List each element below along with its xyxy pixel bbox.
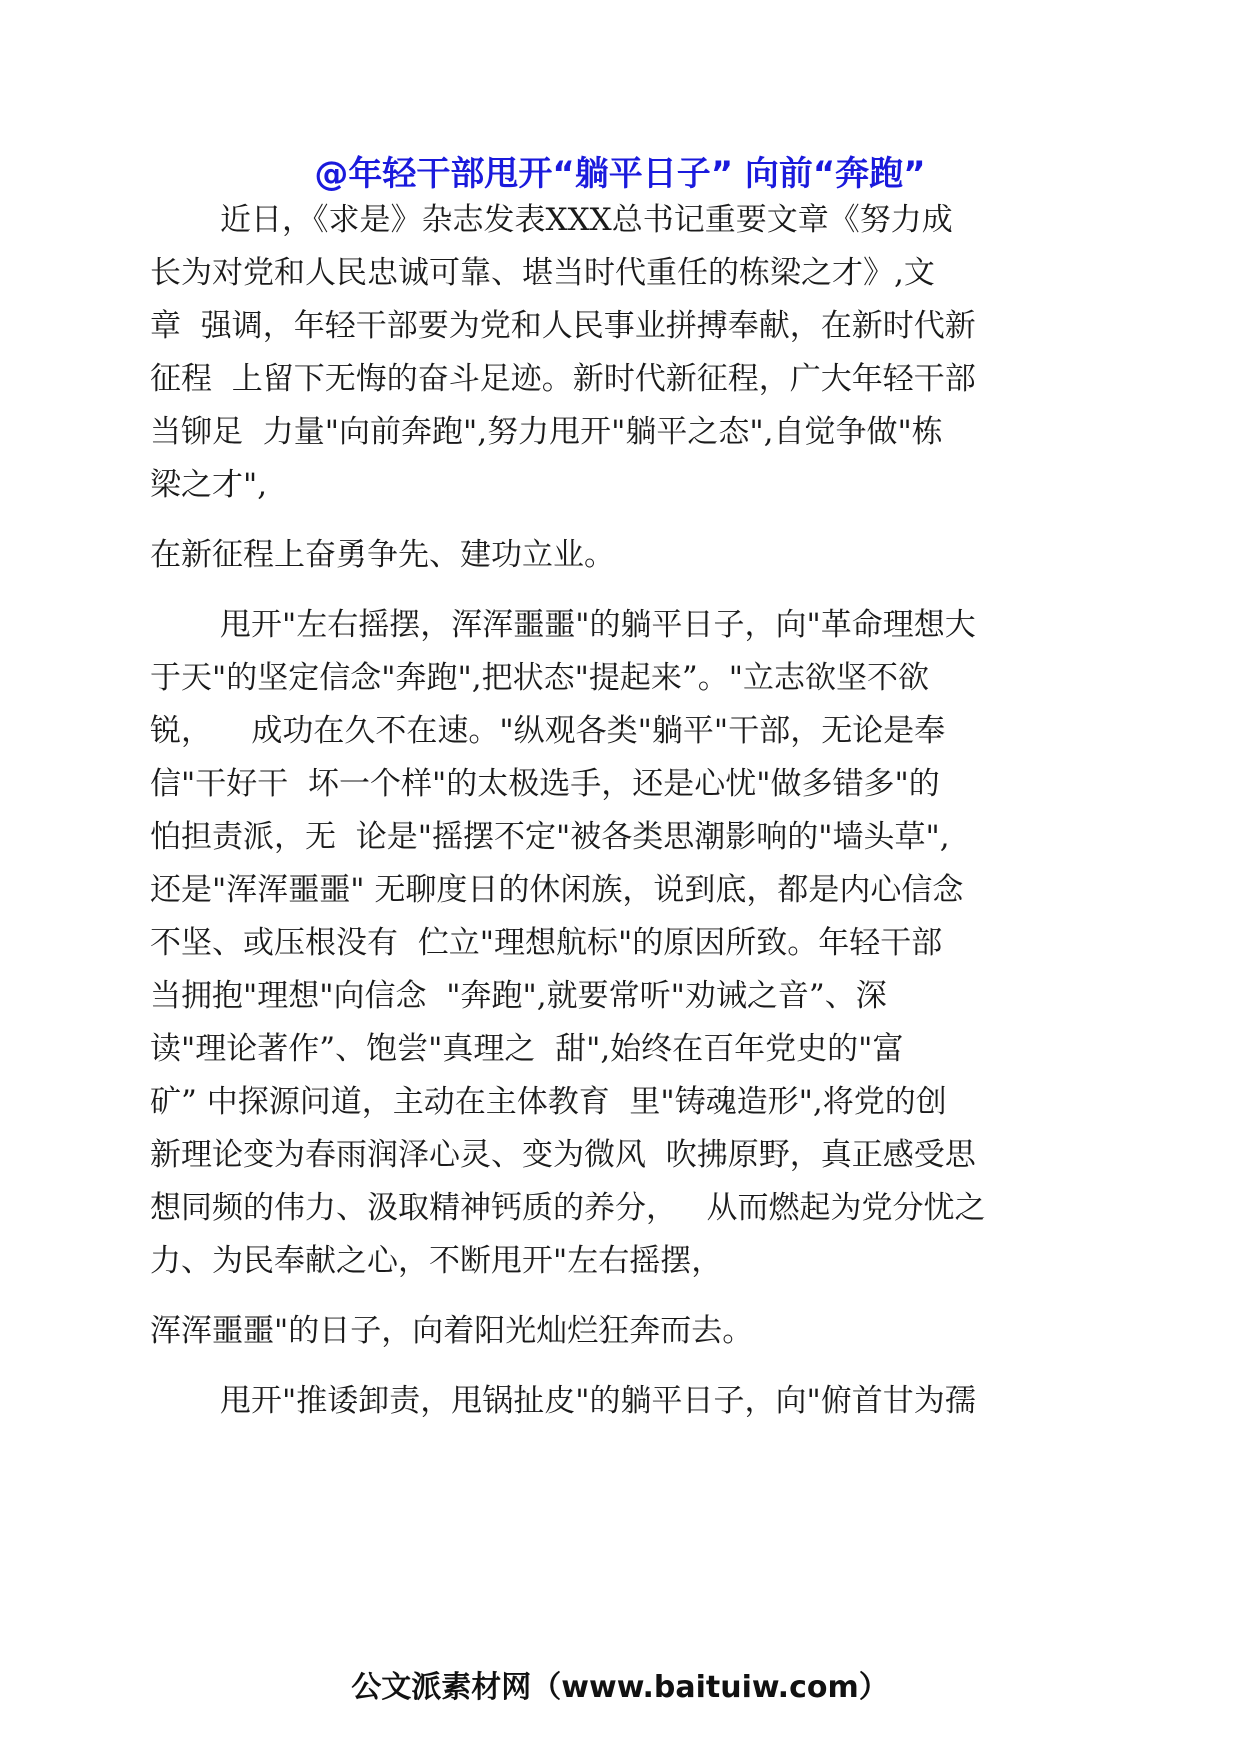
paragraph-3-line-6: 还是"浑浑噩噩" 无聊度日的休闲族，说到底，都是内心信念 [150,872,964,908]
paragraph-3-line-11: 新理论变为春雨润泽心灵、变为微风 吹拂原野，真正感受思 [150,1137,976,1173]
paragraph-1-line-6: 梁之才", [150,467,268,503]
paragraph-1-line-2: 长为对党和人民忠诚可靠、堪当时代重任的栋梁之才》,文 [150,255,935,291]
paragraph-3-line-7: 不坚、或压根没有 伫立"理想航标"的原因所致。年轻干部 [150,925,943,961]
paragraph-4-line-1: 浑浑噩噩"的日子，向着阳光灿烂狂奔而去。 [150,1313,754,1349]
paragraph-1-line-1: 近日，《求是》杂志发表XXX总书记重要文章《努力成 [220,202,953,238]
paragraph-1-line-3: 章 强调，年轻干部要为党和人民事业拼搏奉献，在新时代新 [150,308,976,344]
paragraph-3-line-4: 信"干好干 坏一个样"的太极选手，还是心忧"做多错多"的 [150,766,940,802]
paragraph-3-line-5: 怕担责派，无 论是"摇摆不定"被各类思潮影响的"墙头草", [150,819,950,855]
paragraph-3-line-2: 于天"的坚定信念"奔跑",把状态"提起来”。"立志欲坚不欲 [150,660,929,696]
paragraph-3-line-8: 当拥抱"理想"向信念 "奔跑",就要常听"劝诫之音”、深 [150,978,887,1014]
footer-source-note: 公文派素材网（www.baituiw.com） [351,1670,889,1705]
paragraph-1-line-4: 征程 上留下无悔的奋斗足迹。新时代新征程，广大年轻干部 [150,361,976,397]
article-title: @年轻干部甩开“躺平日子” 向前“奔跑” [314,154,926,194]
paragraph-3-line-9: 读"理论著作”、饱尝"真理之 甜",始终在百年党史的"富 [150,1031,904,1067]
paragraph-1-line-5: 当铆足 力量"向前奔跑",努力甩开"躺平之态",自觉争做"栋 [150,414,943,450]
paragraph-3-line-1: 甩开"左右摇摆，浑浑噩噩"的躺平日子，向"革命理想大 [220,607,976,643]
paragraph-3-line-12: 想同频的伟力、汲取精神钙质的养分， 从而燃起为党分忧之 [150,1190,986,1226]
paragraph-2-line-1: 在新征程上奋勇争先、建功立业。 [150,537,615,573]
paragraph-3-line-10: 矿” 中探源问道，主动在主体教育 里"铸魂造形",将党的创 [150,1084,947,1120]
paragraph-3-line-13: 力、为民奉献之心，不断甩开"左右摇摆， [150,1243,723,1279]
paragraph-5-line-1: 甩开"推诿卸责，甩锅扯皮"的躺平日子，向"俯首甘为孺 [220,1383,976,1419]
paragraph-3-line-3: 锐， 成功在久不在速。"纵观各类"躺平"干部，无论是奉 [150,713,946,749]
